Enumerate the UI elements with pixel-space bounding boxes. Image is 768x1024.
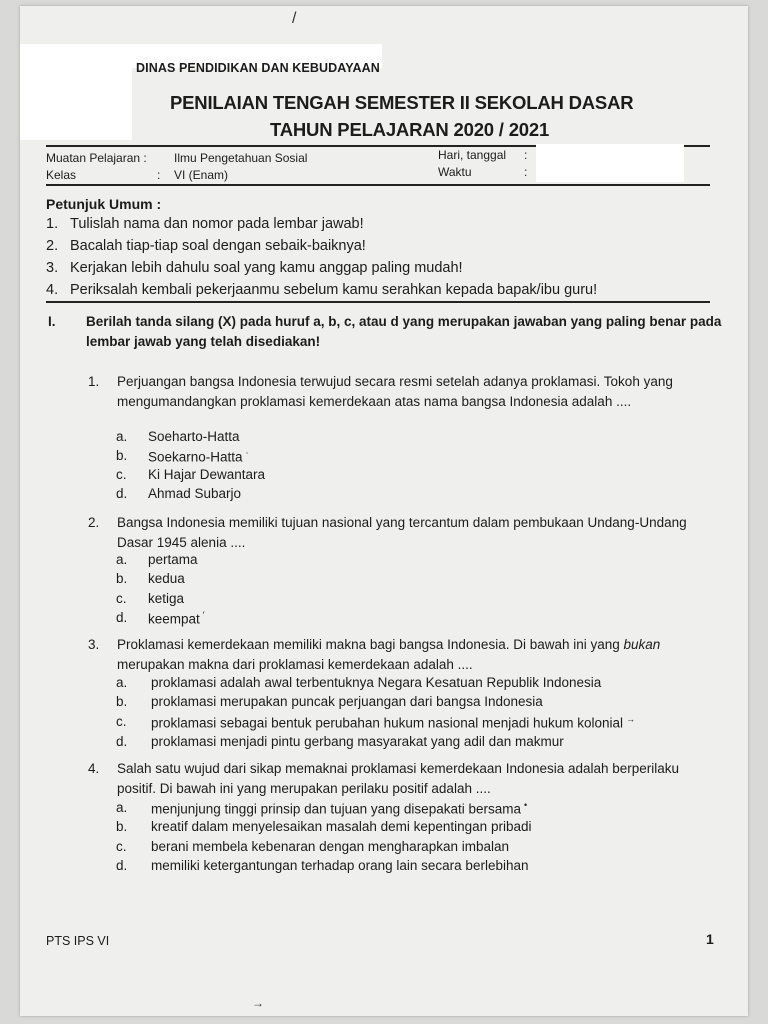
option-text-value: Soekarno-Hatta (148, 449, 243, 465)
option-text: proklamasi menjadi pintu gerbang masyarakat yang adil dan makmur (151, 734, 564, 749)
page-number: 1 (706, 931, 714, 947)
option-text: Ki Hajar Dewantara (148, 467, 266, 482)
option-letter: b. (116, 819, 128, 834)
instruction-item (46, 282, 597, 298)
class-value: VI (Enam) (174, 168, 229, 182)
pen-mark: • (524, 800, 528, 810)
option-letter: b. (116, 448, 128, 463)
option-text: proklamasi adalah awal terbentuknya Negara Kesatuan Republik Indonesia (151, 675, 602, 690)
option-letter: b. (116, 571, 128, 586)
option-text: proklamasi merupakan puncak perjuangan dari bangsa Indonesia (151, 694, 543, 709)
question-text-part: Proklamasi kemerdekaan memiliki makna bagi bangsa Indonesia. Di bawah ini yang (117, 637, 624, 652)
instruction-text: Kerjakan lebih dahulu soal yang kamu anggap paling mudah! (70, 260, 463, 276)
instruction-item (46, 216, 364, 232)
question-emphasis: bukan (623, 637, 661, 652)
question-number: 4. (88, 761, 100, 776)
option-letter: c. (116, 591, 127, 606)
instruction-number: 4. (46, 282, 59, 298)
option-text: memiliki ketergantungan terhadap orang lain secara berlebihan (151, 858, 529, 873)
instruction-number: 2. (46, 238, 59, 254)
redacted-date-area (536, 144, 684, 182)
option-letter: d. (116, 486, 128, 501)
option-text-value: keempat (148, 611, 200, 627)
option-letter: b. (116, 694, 128, 709)
option-text-value: menjunjung tinggi prinsip dan tujuan yang disepakati bersama (151, 801, 521, 817)
exam-title: PENILAIAN TENGAH SEMESTER II SEKOLAH DASAR (170, 92, 634, 113)
option-text (148, 448, 248, 465)
option-text: Ahmad Subarjo (148, 486, 242, 501)
pen-mark: ⋅ (245, 448, 249, 458)
agency-name: DINAS PENDIDIKAN DAN KEBUDAYAAN (136, 61, 380, 75)
question-number: 1. (88, 374, 100, 389)
option-text: kreatif dalam menyelesaikan masalah demi kepentingan pribadi (151, 819, 532, 834)
question-text: Salah satu wujud dari sikap memaknai proklamasi kemerdekaan Indonesia adalah berperilaku positif. Di bawah ini yang merupakan perilaku positif adalah .... (117, 761, 680, 796)
redacted-logo-area (20, 44, 132, 140)
option-letter: a. (116, 800, 128, 815)
instruction-text: Bacalah tiap-tiap soal dengan sebaik-baiknya! (70, 238, 366, 254)
class-colon: : (157, 168, 161, 182)
option-text: pertama (148, 552, 198, 567)
time-colon: : (524, 165, 528, 179)
meta-rule (46, 184, 710, 186)
option-text: berani membela kebenaran dengan mengharapkan imbalan (151, 839, 509, 854)
subject-value: Ilmu Pengetahuan Sosial (174, 151, 308, 165)
subject-label: Muatan Pelajaran : (46, 151, 147, 165)
question-text: Bangsa Indonesia memiliki tujuan nasional yang tercantum dalam pembukaan Undang-Undang Dasar 1945 alenia .... (117, 515, 687, 550)
time-label: Waktu (438, 165, 472, 179)
question-text-part: merupakan makna dari proklamasi kemerdekaan adalah .... (117, 656, 473, 672)
option-text (148, 610, 204, 627)
option-text-value: proklamasi sebagai bentuk perubahan hukum nasional menjadi hukum kolonial (151, 715, 624, 731)
class-label: Kelas (46, 168, 77, 182)
instruction-text: Periksalah kembali pekerjaanmu sebelum kamu serahkan kepada bapak/ibu guru! (70, 282, 598, 298)
instructions-heading: Petunjuk Umum : (46, 196, 162, 212)
footer-code: PTS IPS VI (46, 934, 110, 948)
option-letter: a. (116, 429, 128, 444)
instructions-rule (46, 301, 710, 303)
question-text (117, 635, 717, 674)
question-number: 3. (88, 637, 100, 652)
option-letter: d. (116, 610, 128, 625)
part-text: Berilah tanda silang (X) pada huruf a, b, c, atau d yang merupakan jawaban yang paling benar pada lembar jawab yang telah disediakan! (86, 314, 722, 349)
pen-mark: ′ (202, 610, 205, 620)
option-letter: c. (116, 467, 127, 482)
option-text: kedua (148, 571, 185, 586)
instruction-number: 3. (46, 260, 59, 276)
option-text (151, 714, 635, 731)
part-number: I. (48, 314, 56, 329)
pen-mark: / (292, 10, 297, 27)
pen-mark: → (626, 714, 636, 724)
option-text (151, 800, 527, 817)
option-letter: a. (116, 552, 128, 567)
option-letter: c. (116, 714, 127, 729)
question-number: 2. (88, 515, 100, 530)
academic-year: TAHUN PELAJARAN 2020 / 2021 (270, 119, 550, 140)
exam-sheet (20, 6, 748, 1016)
instruction-item (46, 260, 463, 276)
pen-mark: → (252, 996, 264, 1010)
date-label: Hari, tanggal (438, 148, 507, 162)
option-letter: a. (116, 675, 128, 690)
instruction-text: Tulislah nama dan nomor pada lembar jawab! (70, 216, 364, 232)
question-text: Perjuangan bangsa Indonesia terwujud secara resmi setelah adanya proklamasi. Tokoh yang mengumandangkan proklamasi kemerdekaan atas nama bangsa Indonesia adalah .... (117, 374, 673, 409)
option-text: ketiga (148, 591, 185, 606)
option-letter: d. (116, 858, 128, 873)
option-letter: c. (116, 839, 127, 854)
date-colon: : (524, 148, 528, 162)
option-letter: d. (116, 734, 128, 749)
option-text: Soeharto-Hatta (148, 429, 240, 444)
instruction-number: 1. (46, 216, 59, 232)
instruction-item (46, 238, 366, 254)
